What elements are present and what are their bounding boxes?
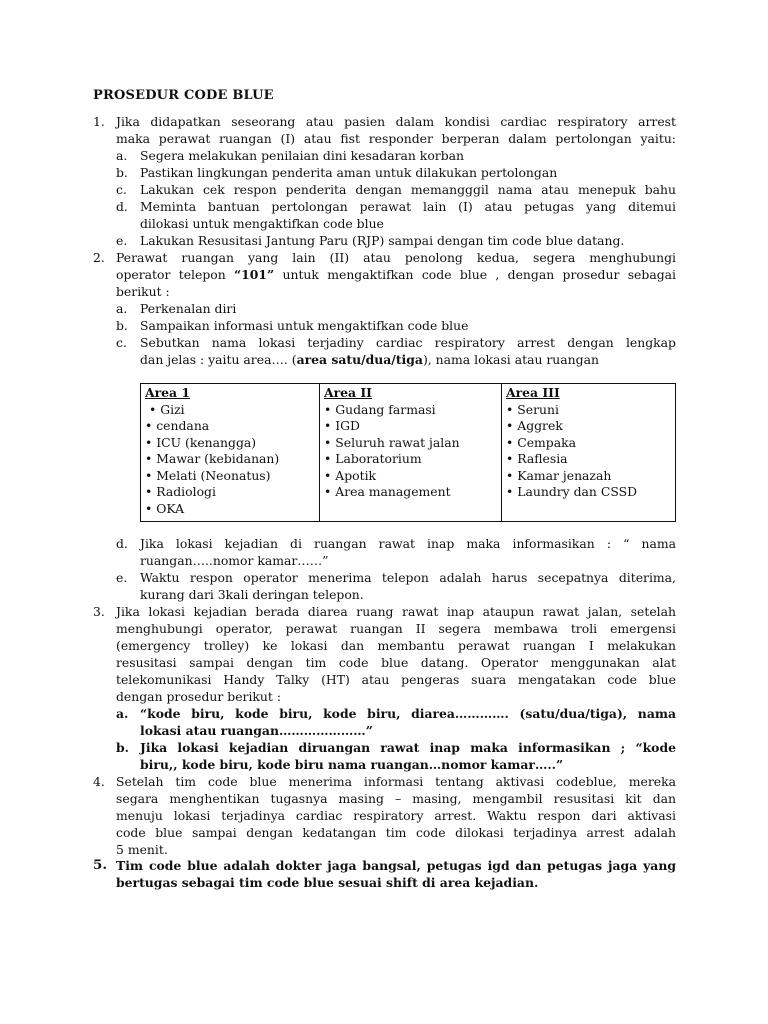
text-line: Tim code blue adalah dokter jaga bangsal, petugas igd dan petugas jaga yang [116,858,676,873]
text-line: Segera melakukan penilaian dini kesadaran korban [140,148,464,163]
sub-item-marker: b. [116,318,128,333]
item-number: 5. [93,857,107,873]
area-list-item: • Laundry dan CSSD [506,484,638,499]
text-line: Setelah tim code blue menerima informasi tentang aktivasi codeblue, mereka [116,774,676,789]
area-list-item: • Seruni [506,401,559,417]
text-line: Jika lokasi kejadian di ruangan rawat inap maka informasikan : “ nama [140,536,676,551]
area-list-item: • Melati (Neonatus) [145,467,271,483]
item-number: 4. [93,774,105,789]
text-line: kurang dari 3kali deringan telepon. [140,587,364,602]
sub-item-marker: a. [116,706,129,721]
area-list-item: • Radiologi [145,484,216,499]
text-line: operator telepon “101” untuk mengaktifkan code blue , dengan prosedur sebagai [116,267,676,282]
text-line: Perkenalan diri [140,301,237,316]
text-line: Sampaikan informasi untuk mengaktifkan code blue [140,318,469,333]
sub-item-marker: c. [116,182,127,197]
area-list-item: • IGD [324,418,360,433]
sub-item-marker: e. [116,570,128,585]
text-line: Perawat ruangan yang lain (II) atau penolong kedua, segera menghubungi [116,250,676,265]
area-list-item: • Mawar (kebidanan) [145,451,280,466]
item-number: 1. [93,114,105,129]
text-line: Jika lokasi kejadian berada diarea ruang rawat inap ataupun rawat jalan, setelah [116,604,676,619]
text-line: Waktu respon operator menerima telepon adalah harus secepatnya diterima, [140,570,676,585]
sub-item-marker: c. [116,335,127,350]
text-line: bertugas sebagai tim code blue sesuai shift di area kejadian. [116,875,539,890]
area-list-item: • Gudang farmasi [324,401,436,417]
area-1-cell [141,384,320,522]
area-1-heading: Area 1 [145,385,190,400]
text-line: Lakukan cek respon penderita dengan memangggil nama atau menepuk bahu [140,182,676,197]
sub-item-marker: a. [116,301,128,316]
item-number: 2. [93,250,105,265]
document-title: PROSEDUR CODE BLUE [93,88,274,103]
text-line: Sebutkan nama lokasi terjadiny cardiac respiratory arrest dengan lengkap [140,335,676,350]
text-line: Pastikan lingkungan penderita aman untuk dilakukan pertolongan [140,165,558,180]
sub-item-marker: b. [116,740,129,755]
text-line: “kode biru, kode biru, kode biru, diarea…………. (satu/dua/tiga), nama [140,706,676,721]
area-list-item: • Gizi [149,401,185,417]
sub-item-marker: d. [116,199,128,214]
area-list-item: • Kamar jenazah [506,467,612,483]
area-table [140,383,676,522]
area-list-item: • ICU (kenangga) [145,434,257,450]
area-list-item: • Cempaka [506,434,577,450]
sub-item-marker: e. [116,233,128,248]
text-line: dan jelas : yaitu area…. (area satu/dua/tiga), nama lokasi atau ruangan [140,352,599,367]
text-line: dengan prosedur berikut : [116,689,281,704]
sub-item-marker: a. [116,148,128,163]
text-line: maka perawat ruangan (I) atau fist responder berperan dalam pertolongan yaitu: [116,131,676,146]
text-line: biru,, kode biru, kode biru nama ruangan…nomor kamar…..” [140,757,564,772]
text-line: (emergency trolley) ke lokasi dan membantu perawat ruangan I melakukan [116,638,676,653]
sub-item-marker: d. [116,536,128,551]
area-list-item: • Laboratorium [324,451,422,466]
text-line: Lakukan Resusitasi Jantung Paru (RJP) sampai dengan tim code blue datang. [140,233,625,248]
area-2-cell [320,384,502,522]
text-line: Jika lokasi kejadian diruangan rawat inap maka informasikan ; “kode [140,740,676,755]
area-list-item: • Area management [324,484,451,499]
text-line: segara menghentikan tugasnya masing – masing, mengambil resusitasi kit dan [116,791,676,806]
text-line: code blue sampai dengan kedatangan tim code dilokasi terjadinya arrest adalah [116,825,676,840]
area-list-item: • cendana [145,418,210,433]
area-list-item: • Seluruh rawat jalan [324,434,460,450]
text-line: menghubungi operator, perawat ruangan II segera membawa troli emergensi [116,621,676,636]
area-list-item: • Apotik [324,467,377,483]
area-3-cell [502,384,676,522]
text-line: 5 menit. [116,842,168,857]
text-line: menuju lokasi terjadinya cardiac respiratory arrest. Waktu respon dari aktivasi [116,808,676,823]
text-line: lokasi atau ruangan…………………” [140,723,373,738]
area-list-item: • Aggrek [506,418,563,433]
text-line: Jika didapatkan seseorang atau pasien dalam kondisi cardiac respiratory arrest [116,114,676,129]
text-line: ruangan…..nomor kamar……” [140,553,329,568]
area-list-item: • OKA [145,500,185,516]
text-line: dilokasi untuk mengaktifkan code blue [140,216,384,231]
area-3-heading: Area III [506,385,560,400]
area-list-item: • Raflesia [506,451,568,466]
text-line: Meminta bantuan pertolongan perawat lain (I) atau petugas yang ditemui [140,199,676,214]
area-2-heading: Area II [324,385,372,400]
text-line: telekomunikasi Handy Talky (HT) atau pengeras suara mengatakan code blue [116,672,676,687]
sub-item-marker: b. [116,165,128,180]
text-line: resusitasi sampai dengan tim code blue datang. Operator menggunakan alat [116,655,676,670]
item-number: 3. [93,604,105,619]
text-line: berikut : [116,284,170,299]
